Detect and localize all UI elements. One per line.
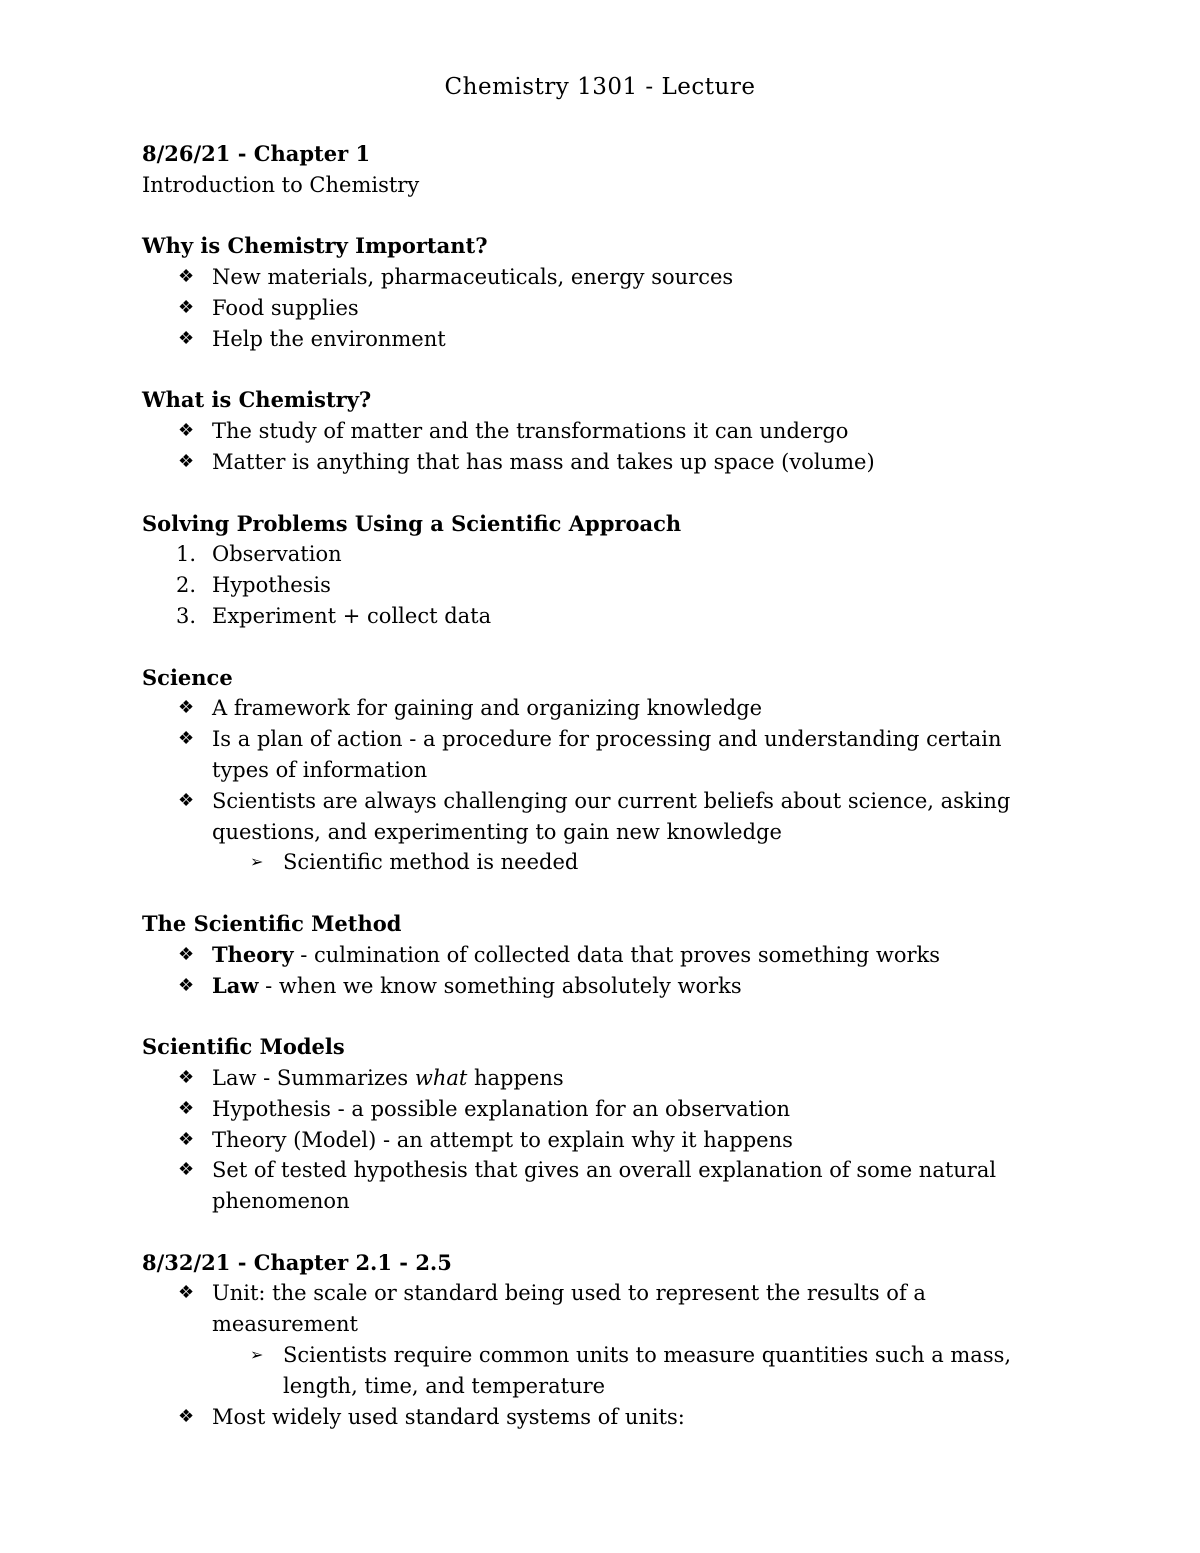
chapter-1-heading: 8/26/21 - Chapter 1	[142, 141, 371, 166]
term-theory: Theory	[212, 941, 294, 967]
science-heading: Science	[142, 664, 233, 690]
what-is-heading: What is Chemistry?	[142, 387, 372, 413]
list-item-text: The study of matter and the transformations it can undergo	[212, 419, 849, 444]
list-item-text: Hypothesis - a possible explanation for an observation	[212, 1096, 791, 1121]
item-number: 1.	[176, 542, 197, 567]
list-item-text: Experiment + collect data	[212, 603, 492, 628]
list-item-text	[212, 1063, 1042, 1094]
list-item-text	[212, 971, 1042, 1002]
diamond-bullet-icon: ❖	[178, 728, 195, 750]
list-item	[142, 786, 1062, 848]
list-item-text: Observation	[212, 542, 342, 567]
numbered-item	[142, 570, 1062, 601]
list-item	[142, 940, 1062, 971]
list-item-text: Scientists are always challenging our current beliefs about science, asking questions, and experimenting to gain new knowledge	[212, 788, 1011, 844]
list-item-text: Food supplies	[212, 295, 359, 320]
chapter-1-subtitle: Introduction to Chemistry	[142, 172, 420, 197]
diamond-bullet-icon: ❖	[178, 1159, 195, 1181]
item-number: 3.	[176, 603, 197, 628]
diamond-bullet-icon: ❖	[178, 789, 195, 811]
diamond-bullet-icon: ❖	[178, 296, 195, 318]
list-item-text: Unit: the scale or standard being used to represent the results of a measurement	[212, 1281, 926, 1337]
list-item	[142, 1155, 1062, 1217]
list-item	[142, 1094, 1062, 1125]
numbered-item	[142, 601, 1062, 632]
chapter-2-heading: 8/32/21 - Chapter 2.1 - 2.5	[142, 1249, 452, 1275]
diamond-bullet-icon: ❖	[178, 1097, 195, 1119]
diamond-bullet-icon: ❖	[178, 1066, 195, 1088]
term-definition: - when we know something absolutely works	[258, 973, 742, 998]
diamond-bullet-icon: ❖	[178, 327, 195, 349]
diamond-bullet-icon: ❖	[178, 420, 195, 442]
arrow-bullet-icon: ➢	[250, 852, 264, 872]
scientific-method-heading: The Scientific Method	[142, 910, 402, 936]
scientific-approach-heading: Solving Problems Using a Scientific Approach	[142, 510, 682, 536]
list-item	[142, 293, 1062, 324]
sub-list-item-text: Scientific method is needed	[283, 850, 579, 875]
diamond-bullet-icon: ❖	[178, 1128, 195, 1150]
law-text-after: happens	[467, 1065, 564, 1090]
list-item	[142, 1402, 1062, 1433]
document-title: Chemistry 1301 - Lecture	[444, 74, 756, 100]
list-item	[142, 724, 1062, 786]
diamond-bullet-icon: ❖	[178, 943, 195, 965]
diamond-bullet-icon: ❖	[178, 450, 195, 472]
diamond-bullet-icon: ❖	[178, 1405, 195, 1427]
item-number: 2.	[176, 573, 197, 598]
list-item	[142, 1278, 1062, 1340]
diamond-bullet-icon: ❖	[178, 266, 195, 288]
list-item	[142, 262, 1062, 293]
list-item-text: Hypothesis	[212, 573, 331, 598]
list-item-text: Most widely used standard systems of units:	[212, 1404, 685, 1429]
list-item-text: Set of tested hypothesis that gives an overall explanation of some natural phenomenon	[212, 1158, 997, 1214]
list-item-text	[212, 940, 1042, 971]
list-item	[142, 693, 1062, 724]
law-text-before: Law - Summarizes	[212, 1065, 415, 1090]
list-item	[142, 324, 1062, 355]
term-definition: - culmination of collected data that proves something works	[293, 942, 941, 967]
document-body	[142, 139, 1062, 1432]
list-item	[142, 416, 1062, 447]
diamond-bullet-icon: ❖	[178, 697, 195, 719]
diamond-bullet-icon: ❖	[178, 1282, 195, 1304]
diamond-bullet-icon: ❖	[178, 974, 195, 996]
list-item-text: A framework for gaining and organizing knowledge	[212, 696, 763, 721]
term-law: Law	[212, 972, 259, 998]
sub-list-item	[142, 847, 1062, 878]
list-item-text: New materials, pharmaceuticals, energy sources	[212, 265, 734, 290]
list-item	[142, 1063, 1062, 1094]
list-item-text: Theory (Model) - an attempt to explain why it happens	[212, 1127, 793, 1152]
law-emphasis: what	[414, 1065, 468, 1090]
sub-list-item-text: Scientists require common units to measure quantities such a mass, length, time, and temperature	[283, 1343, 1012, 1398]
list-item-text: Matter is anything that has mass and takes up space (volume)	[212, 449, 875, 474]
list-item-text: Help the environment	[212, 326, 446, 351]
arrow-bullet-icon: ➢	[250, 1345, 264, 1365]
sub-list-item	[142, 1340, 1062, 1402]
list-item	[142, 447, 1062, 478]
why-important-heading: Why is Chemistry Important?	[142, 233, 488, 259]
list-item-text: Is a plan of action - a procedure for processing and understanding certain types of information	[212, 727, 1002, 782]
list-item	[142, 971, 1062, 1002]
list-item	[142, 1125, 1062, 1156]
numbered-item	[142, 539, 1062, 570]
scientific-models-heading: Scientific Models	[142, 1034, 345, 1060]
